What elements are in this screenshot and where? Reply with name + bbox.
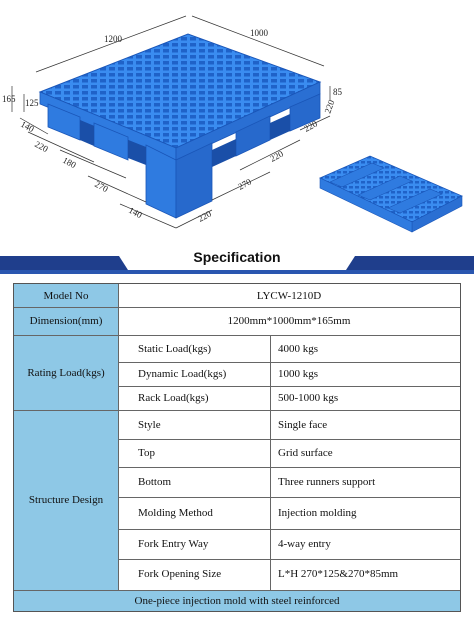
- dim-220-a: 220: [33, 138, 50, 155]
- pallet-illustration: [0, 0, 474, 240]
- dim-220-side2: 220: [302, 118, 319, 134]
- product-drawing: [0, 0, 474, 240]
- dynamic-load-value: 1000 kgs: [278, 368, 319, 380]
- fork-opening-value: L*H 270*125&270*85mm: [278, 568, 399, 580]
- pallet-bottom-view: [320, 156, 462, 232]
- spec-table: [13, 283, 461, 612]
- molding-method-value: Injection molding: [278, 507, 357, 519]
- dim-220-right: 220: [322, 98, 337, 115]
- fork-entry-label: Fork Entry Way: [138, 538, 209, 550]
- dimension-label-cell: [14, 307, 118, 335]
- structure-row-label: [130, 440, 270, 466]
- structure-row-label: [130, 468, 270, 496]
- dim-length-label: 1200: [104, 34, 122, 44]
- rack-load-value: 500-1000 kgs: [278, 391, 339, 404]
- dimension-label: Dimension(mm): [29, 315, 103, 327]
- structure-row-value: [270, 412, 460, 438]
- footer-cell: [14, 590, 460, 611]
- dim-height-125: 125: [25, 98, 39, 108]
- structure-row-label: [130, 412, 270, 438]
- dynamic-load-label: Dynamic Load(kgs): [138, 368, 227, 380]
- dim-height-85: 85: [333, 87, 342, 97]
- rating-row-value: [270, 337, 460, 361]
- model-value: LYCW-1210D: [256, 289, 322, 302]
- dimension-value-cell: [118, 307, 460, 335]
- structure-row-label: [130, 498, 270, 528]
- structure-row-value: [270, 530, 460, 558]
- top-label: Top: [138, 447, 155, 459]
- static-load-label: Static Load(kgs): [138, 343, 212, 355]
- fork-entry-value: 4-way entry: [278, 538, 331, 550]
- structure-label: Structure Design: [28, 494, 104, 506]
- top-value: Grid surface: [278, 447, 333, 459]
- model-value-cell: [118, 284, 460, 307]
- specification-banner: [0, 242, 474, 276]
- dim-270-front: 270: [93, 178, 110, 195]
- rating-label-cell: [14, 335, 118, 410]
- rating-row-value: [270, 387, 460, 408]
- rating-row-label: [130, 387, 270, 408]
- bottom-label: Bottom: [138, 476, 172, 488]
- model-label-cell: [14, 284, 118, 307]
- molding-method-label: Molding Method: [138, 507, 213, 519]
- structure-row-value: [270, 498, 460, 528]
- dim-width-label: 1000: [250, 28, 268, 38]
- dim-height-165: 165: [2, 94, 16, 104]
- structure-row-value: [270, 468, 460, 496]
- footer-note: One-piece injection mold with steel reinforced: [134, 594, 340, 607]
- structure-row-label: [130, 560, 270, 588]
- rating-label: Rating Load(kgs): [27, 366, 105, 379]
- dim-180: 180: [61, 154, 78, 171]
- structure-row-label: [130, 530, 270, 558]
- structure-row-value: [270, 440, 460, 466]
- rack-load-label: Rack Load(kgs): [138, 391, 209, 404]
- rating-row-label: [130, 363, 270, 385]
- dim-140-left: 140: [19, 118, 36, 135]
- dim-270-side: 270: [236, 176, 253, 192]
- model-label: Model No: [43, 289, 89, 302]
- structure-label-cell: [14, 410, 118, 590]
- rating-row-value: [270, 363, 460, 385]
- fork-opening-label: Fork Opening Size: [138, 568, 222, 580]
- dim-220-front: 220: [196, 208, 213, 224]
- dimension-value: 1200mm*1000mm*165mm: [227, 315, 351, 327]
- style-value: Single face: [278, 419, 328, 431]
- dim-220-side1: 220: [268, 148, 285, 164]
- dim-140-front: 140: [127, 204, 144, 221]
- bottom-value: Three runners support: [278, 476, 376, 488]
- style-label: Style: [138, 419, 161, 431]
- structure-row-value: [270, 560, 460, 588]
- banner-title: Specification: [193, 249, 281, 265]
- rating-row-label: [130, 337, 270, 361]
- static-load-value: 4000 kgs: [278, 343, 319, 355]
